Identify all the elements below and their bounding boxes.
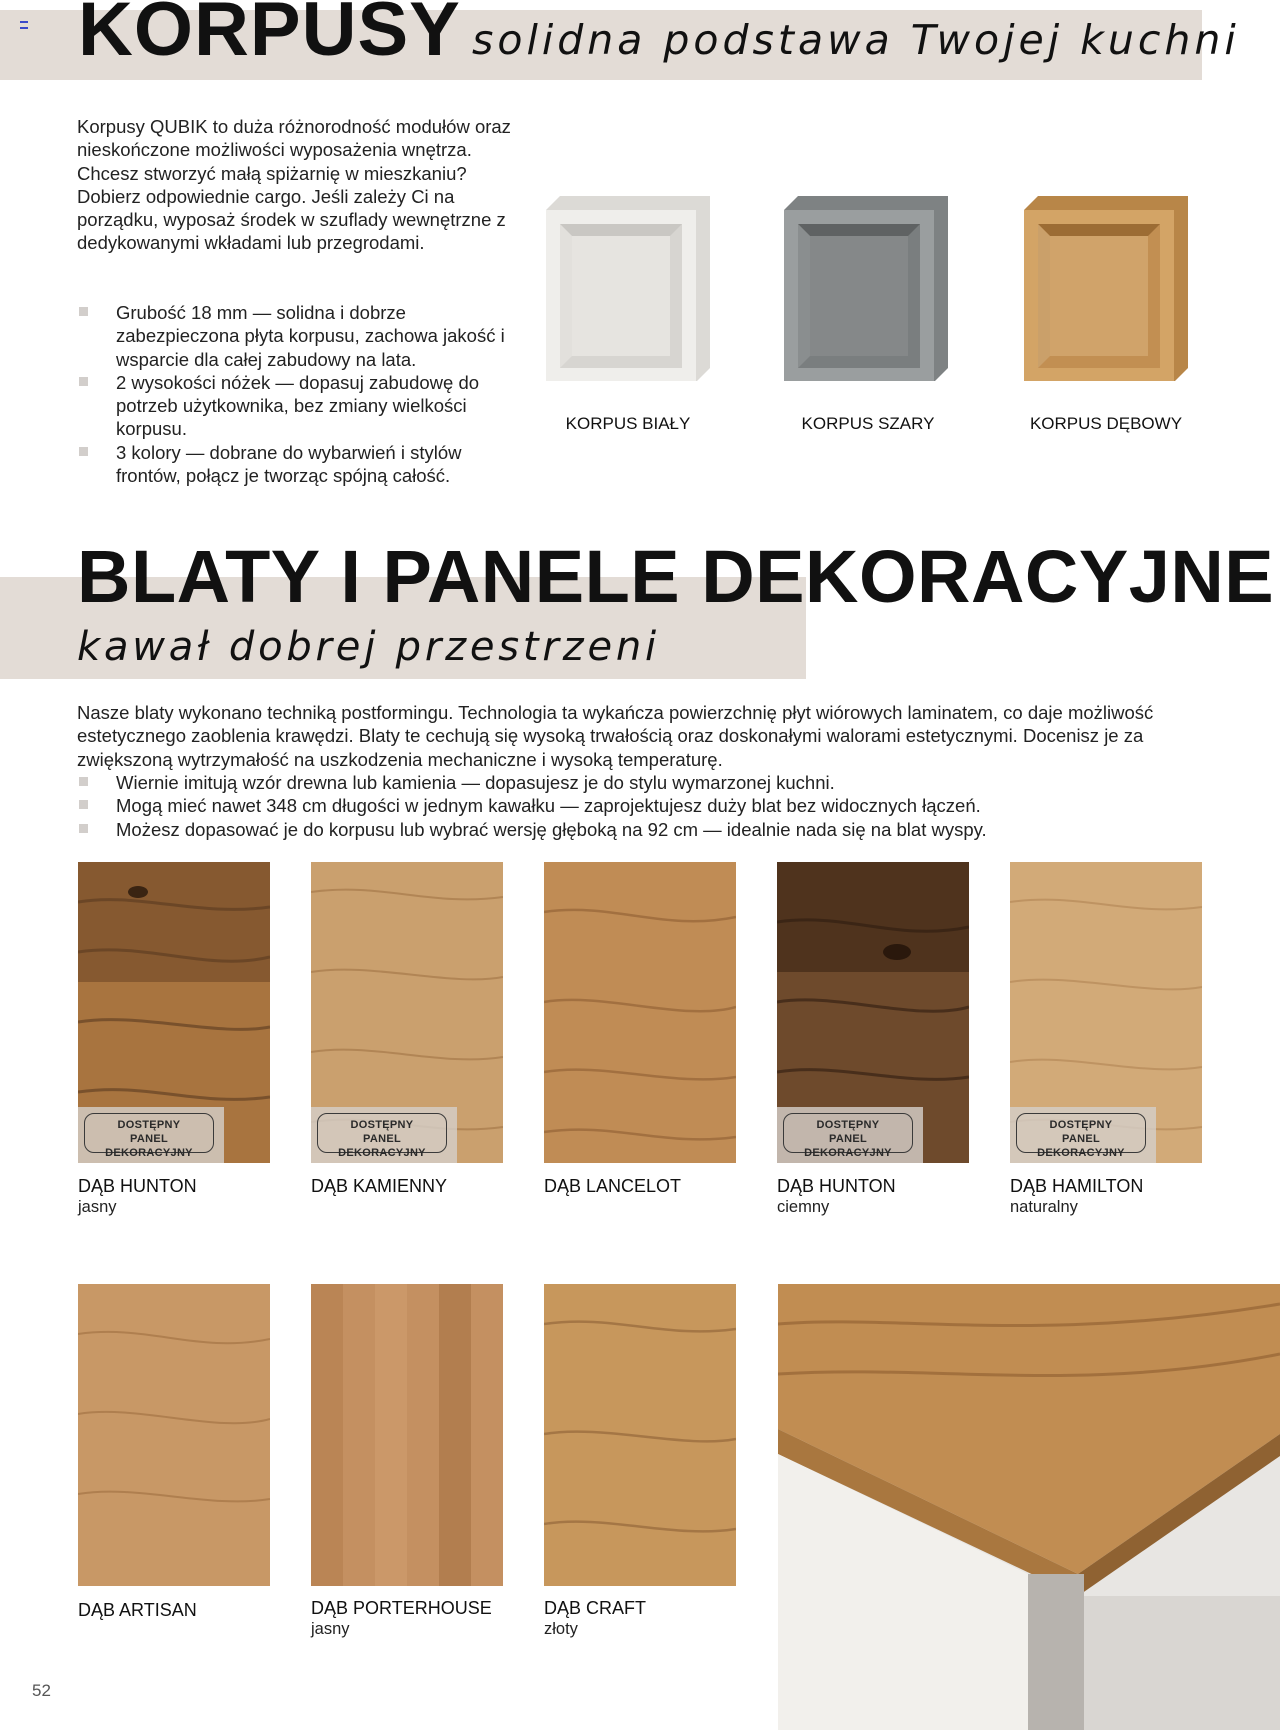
panel-badge: DOSTĘPNY PANEL DEKORACYJNY (1010, 1107, 1156, 1163)
flag-icon (20, 21, 28, 29)
section-subtitle-blaty: kawał dobrej przestrzeni (77, 624, 660, 670)
countertop-photo (778, 1284, 1280, 1730)
swatch-dab-artisan[interactable] (78, 1284, 270, 1586)
list-item: Możesz dopasować je do korpusu lub wybrać wersję głęboką na 92 cm — idealnie nada się na blat wyspy. (77, 818, 1217, 841)
swatch-caption: DĄB HUNTON ciemny (777, 1176, 896, 1216)
panel-badge: DOSTĘPNY PANEL DEKORACYJNY (78, 1107, 224, 1163)
swatch-caption: DĄB LANCELOT (544, 1176, 682, 1196)
intro-paragraph: Korpusy QUBIK to duża różnorodność modułów oraz nieskończone możliwości wyposażenia wnętrza. Chcesz stworzyć małą spiżarnię w mieszkaniu? Dobierz odpowiednie cargo. Jeśli zależy Ci na porządku, wyposaż środek w szuflady wewnętrzne z dedykowanymi wkładami lub przegrodami. (77, 116, 511, 254)
swatch-dab-hunton-ciemny[interactable] (777, 862, 969, 1163)
section-subtitle-korpusy: solidna podstawa Twojej kuchni (472, 16, 1240, 64)
list-item: 2 wysokości nóżek — dopasuj zabudowę do potrzeb użytkownika, bez zmiany wielkości korpusu. (77, 371, 522, 441)
bullet-square-icon (79, 377, 88, 386)
bullet-square-icon (79, 307, 88, 316)
cabinet-white-image (546, 196, 710, 381)
swatch-dab-porterhouse[interactable] (311, 1284, 503, 1586)
list-item: Mogą mieć nawet 348 cm długości w jednym kawałku — zaprojektujesz duży blat bez widocznych łączeń. (77, 794, 1217, 817)
bullet-square-icon (79, 824, 88, 833)
list-item: 3 kolory — dobrane do wybarwień i stylów frontów, połącz je tworząc spójną całość. (77, 441, 522, 488)
swatch-caption: DĄB HUNTON jasny (78, 1176, 197, 1216)
swatch-dab-lancelot[interactable] (544, 862, 736, 1163)
cabinet-oak-image (1024, 196, 1188, 381)
swatch-caption: DĄB HAMILTON naturalny (1010, 1176, 1144, 1216)
swatch-caption: DĄB ARTISAN (78, 1600, 197, 1620)
swatch-dab-hunton-jasny[interactable] (78, 862, 270, 1163)
list-item: Wiernie imitują wzór drewna lub kamienia — dopasujesz je do stylu wymarzonej kuchni. (77, 771, 1217, 794)
section-title-korpusy: KORPUSY (78, 0, 461, 72)
bullet-square-icon (79, 777, 88, 786)
page-number: 52 (32, 1681, 51, 1700)
swatch-dab-craft[interactable] (544, 1284, 736, 1586)
cabinet-label: KORPUS SZARY (801, 414, 935, 433)
blaty-bullet-list (77, 771, 1217, 841)
bullet-square-icon (79, 447, 88, 456)
cabinet-grey-image (784, 196, 948, 381)
intro-bullet-list (77, 301, 522, 487)
swatch-caption: DĄB CRAFT złoty (544, 1598, 647, 1638)
panel-badge: DOSTĘPNY PANEL DEKORACYJNY (777, 1107, 923, 1163)
blaty-paragraph: Nasze blaty wykonano techniką postformingu. Technologia ta wykańcza powierzchnię płyt wiórowych laminatem, co daje możliwość estetycznego zaoblenia krawędzi. Blaty te cechują się wysoką trwałością oraz doskonałymi walorami estetycznymi. Docenisz je za zwiększoną wytrzymałość na uszkodzenia mechaniczne i wysoką temperaturę. (77, 702, 1154, 770)
section-title-blaty: BLATY I PANELE DEKORACYJNE (77, 535, 1275, 618)
cabinet-label: KORPUS DĘBOWY (1029, 414, 1183, 433)
panel-badge: DOSTĘPNY PANEL DEKORACYJNY (311, 1107, 457, 1163)
swatch-caption: DĄB PORTERHOUSE jasny (311, 1598, 492, 1638)
cabinet-label: KORPUS BIAŁY (565, 414, 691, 433)
list-item: Grubość 18 mm — solidna i dobrze zabezpieczona płyta korpusu, zachowa jakość i wsparcie dla całej zabudowy na lata. (77, 301, 522, 371)
bullet-square-icon (79, 800, 88, 809)
swatch-caption: DĄB KAMIENNY (311, 1176, 448, 1196)
swatch-dab-hamilton[interactable] (1010, 862, 1202, 1163)
swatch-dab-kamienny[interactable] (311, 862, 503, 1163)
